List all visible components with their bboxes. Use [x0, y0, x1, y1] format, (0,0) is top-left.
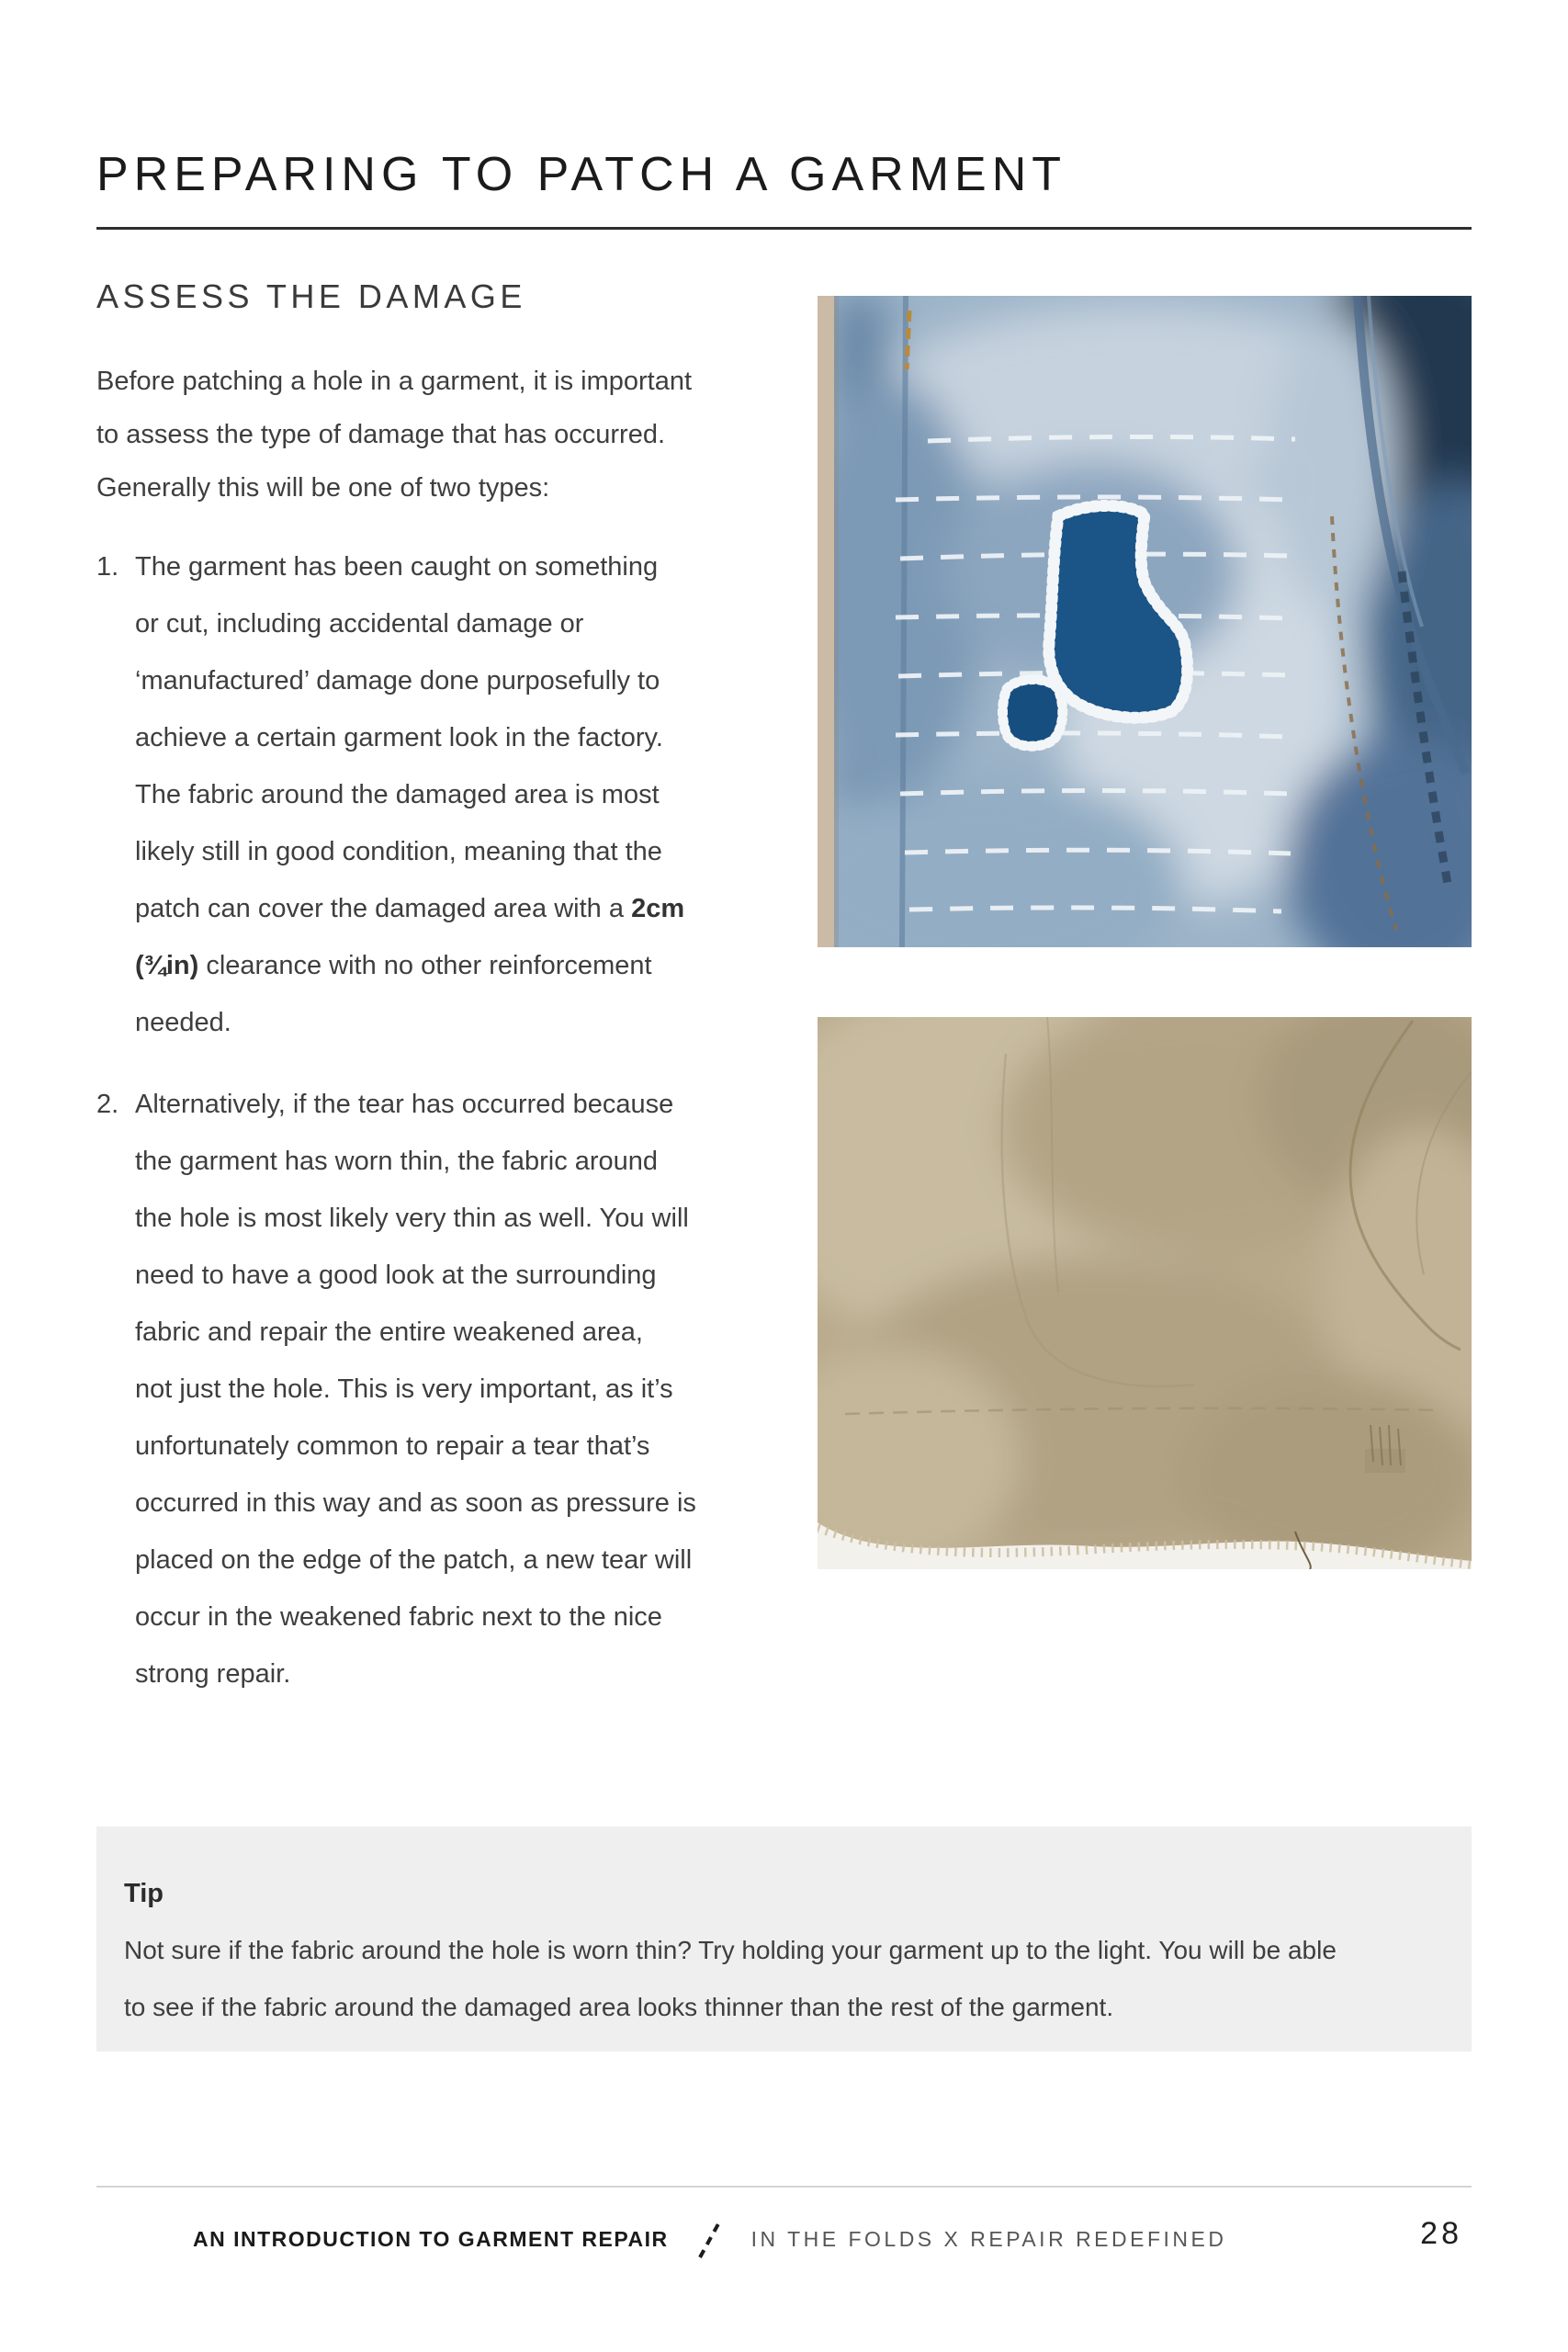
- intro-paragraph: [96, 355, 818, 514]
- text-line: placed on the edge of the patch, a new tear will: [135, 1545, 693, 1575]
- side-seam: [902, 296, 906, 947]
- text-line: fabric and repair the entire weakened area,: [135, 1317, 643, 1347]
- numbered-list: [96, 538, 818, 1702]
- page-number: 28: [1420, 2216, 1462, 2251]
- text-line: Generally this will be one of two types:: [96, 473, 550, 503]
- text-line: (¾in) clearance with no other reinforcement: [135, 951, 652, 980]
- photo-denim-jeans-patch: [818, 296, 1472, 947]
- text-line: not just the hole. This is very important, as it’s: [135, 1374, 673, 1404]
- footer-brand-label: IN THE FOLDS X REPAIR REDEFINED: [750, 2226, 1227, 2251]
- text-line: ‘manufactured’ damage done purposefully to: [135, 666, 660, 695]
- small-round-patch: [1003, 680, 1063, 747]
- stitch-icon: [694, 2215, 726, 2263]
- text-line: to assess the type of damage that has occurred.: [96, 420, 666, 449]
- footer: [193, 2212, 1226, 2266]
- text-line: Alternatively, if the tear has occurred because: [135, 1090, 674, 1119]
- section-heading: ASSESS THE DAMAGE: [96, 277, 526, 315]
- list-item-number: 2.: [96, 1090, 119, 1119]
- footer-booklet-title: AN INTRODUCTION TO GARMENT REPAIR: [193, 2226, 669, 2251]
- text-line: need to have a good look at the surrounding: [135, 1261, 657, 1290]
- text-line: The fabric around the damaged area is most: [135, 780, 660, 809]
- body-column: [96, 355, 818, 1702]
- text-line: the hole is most likely very thin as well. You will: [135, 1204, 689, 1233]
- linen-photo-illustration: [818, 1017, 1472, 1569]
- text-line: needed.: [135, 1008, 231, 1037]
- text-line: occur in the weakened fabric next to the nice: [135, 1602, 662, 1632]
- text-line: unfortunately common to repair a tear that’s: [135, 1431, 650, 1461]
- text-line: likely still in good condition, meaning that the: [135, 837, 662, 866]
- wall-strip: [818, 296, 834, 947]
- text-line: achieve a certain garment look in the factory.: [135, 723, 663, 752]
- text-line: patch can cover the damaged area with a 2cm: [135, 894, 685, 923]
- page-title: PREPARING TO PATCH A GARMENT: [96, 148, 1067, 201]
- text-line: Not sure if the fabric around the hole is worn thin? Try holding your garment up to the light. You will be able: [124, 1936, 1337, 1964]
- text-line: Before patching a hole in a garment, it is important: [96, 367, 693, 396]
- text-line: the garment has worn thin, the fabric around: [135, 1147, 659, 1176]
- text-line: The garment has been caught on something: [135, 552, 659, 582]
- denim-photo-illustration: [818, 296, 1472, 947]
- text-line: to see if the fabric around the damaged area looks thinner than the rest of the garment.: [124, 1993, 1114, 2021]
- list-item-number: 1.: [96, 552, 119, 582]
- title-rule: [96, 227, 1472, 230]
- list-item: [96, 538, 818, 1051]
- text-line: occurred in this way and as soon as pressure is: [135, 1488, 696, 1518]
- text-line: strong repair.: [135, 1659, 291, 1689]
- list-item: [96, 1076, 818, 1702]
- tip-box: [96, 1826, 1472, 2052]
- footer-rule: [96, 2186, 1472, 2188]
- text-line: or cut, including accidental damage or: [135, 609, 584, 639]
- tip-text: [124, 1922, 1444, 2036]
- photo-worn-linen-fabric: [818, 1017, 1472, 1569]
- tip-heading: Tip: [124, 1879, 164, 1908]
